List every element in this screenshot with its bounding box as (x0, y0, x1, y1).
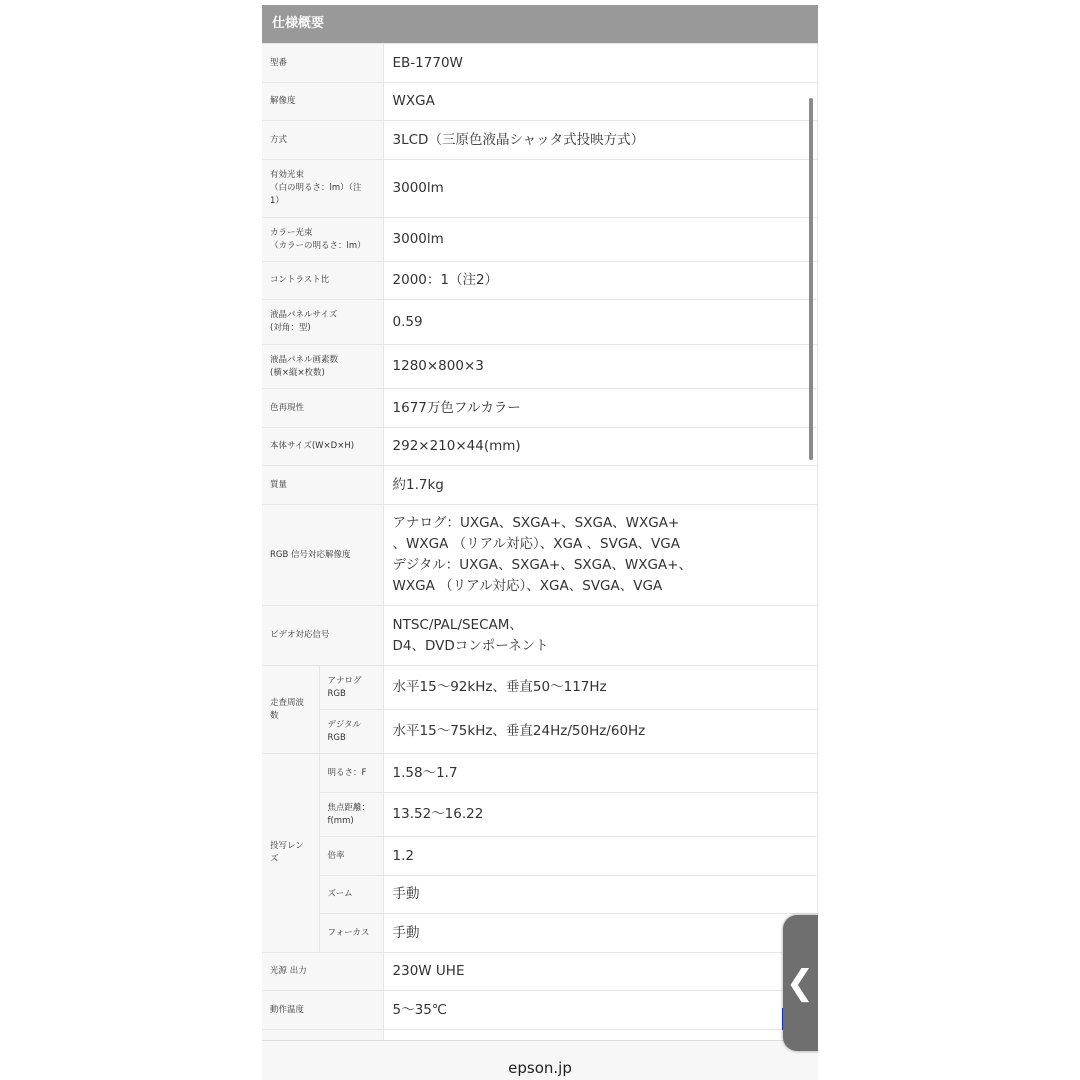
section-title: 仕様概要 (262, 5, 818, 43)
spec-label: 有効光束 （白の明るさ：lm）（注 1） (262, 160, 383, 218)
lens-label: 投写レン ズ (262, 754, 319, 953)
table-row (262, 666, 817, 710)
spec-value: 3000lm (383, 160, 817, 218)
table-row (262, 262, 817, 300)
table-row (262, 300, 817, 345)
table-row (262, 710, 817, 754)
table-row (262, 837, 817, 876)
spec-label: 液晶パネルサイズ (対角：型) (262, 300, 383, 345)
spec-value: 3LCD（三原色液晶シャッタ式投映方式） (383, 121, 817, 160)
table-row (262, 754, 817, 793)
spec-value: 手動 (383, 914, 817, 953)
spec-label: 解像度 (262, 83, 383, 121)
spec-sublabel: 明るさ：F (319, 754, 383, 793)
spec-value: EB-1770W (383, 44, 817, 83)
table-row (262, 606, 817, 666)
table-row (262, 876, 817, 914)
spec-label: 本体サイズ(W×D×H) (262, 428, 383, 466)
spec-value: 1677万色フルカラー (383, 389, 817, 428)
spec-value: 292×210×44(mm) (383, 428, 817, 466)
browser-address-bar[interactable] (262, 1040, 818, 1080)
spec-page (262, 0, 818, 1080)
domain-label[interactable]: epson.jp (508, 1059, 572, 1077)
table-row (262, 466, 817, 505)
table-row (262, 505, 817, 606)
table-row (262, 953, 817, 991)
spec-label: 型番 (262, 44, 383, 83)
spec-sublabel: フォーカス (319, 914, 383, 953)
table-row (262, 345, 817, 389)
table-row (262, 160, 817, 218)
spec-label: 質量 (262, 466, 383, 505)
spec-value: NTSC/PAL/SECAM、 D4、DVDコンポーネント (383, 606, 817, 666)
spec-label: 光源 出力 (262, 953, 383, 991)
table-row (262, 83, 817, 121)
spec-table (262, 43, 818, 1044)
spec-sublabel: ズーム (319, 876, 383, 914)
table-row (262, 793, 817, 837)
spec-sublabel: 倍率 (319, 837, 383, 876)
spec-value: 手動 (383, 876, 817, 914)
spec-label: コントラスト比 (262, 262, 383, 300)
scan-frequency-label: 走査周波 数 (262, 666, 319, 754)
spec-value: 水平15～92kHz、垂直50～117Hz (383, 666, 817, 710)
spec-sublabel: デジタル RGB (319, 710, 383, 754)
spec-value: アナログ：UXGA、SXGA+、SXGA、WXGA+ 、WXGA （リアル対応）、XGA 、SVGA、VGA デジタル：UXGA、SXGA+、SXGA、WXGA+、 WXGA （リアル対応）、XGA、SVGA、VGA (383, 505, 817, 606)
spec-value: 230W UHE (383, 953, 817, 991)
spec-value: 3000lm (383, 218, 817, 262)
spec-value: 水平15～75kHz、垂直24Hz/50Hz/60Hz (383, 710, 817, 754)
scrollbar-thumb[interactable] (809, 98, 813, 460)
spec-value: 1.2 (383, 837, 817, 876)
spec-value: 2000：1（注2） (383, 262, 817, 300)
spec-value: 13.52～16.22 (383, 793, 817, 837)
table-row (262, 428, 817, 466)
table-row (262, 218, 817, 262)
spec-label: カラー光束 （カラーの明るさ：lm） (262, 218, 383, 262)
spec-sublabel: 焦点距離： f(mm) (319, 793, 383, 837)
table-row (262, 121, 817, 160)
spec-value: WXGA (383, 83, 817, 121)
spec-value: 5～35℃ (383, 991, 817, 1030)
spec-value: 0.59 (383, 300, 817, 345)
side-panel-handle[interactable] (783, 915, 818, 1051)
spec-label: RGB 信号対応解像度 (262, 505, 383, 606)
table-row (262, 914, 817, 953)
table-row (262, 991, 817, 1030)
spec-value: 1280×800×3 (383, 345, 817, 389)
table-row (262, 44, 817, 83)
spec-label: 色再現性 (262, 389, 383, 428)
spec-label: ビデオ対応信号 (262, 606, 383, 666)
chevron-left-icon: ❮ (785, 963, 815, 1003)
spec-sublabel: アナログ RGB (319, 666, 383, 710)
table-row (262, 389, 817, 428)
spec-label: 方式 (262, 121, 383, 160)
spec-label: 液晶パネル画素数 (横×縦×枚数) (262, 345, 383, 389)
spec-value: 約1.7kg (383, 466, 817, 505)
spec-value: 1.58～1.7 (383, 754, 817, 793)
spec-label: 動作温度 (262, 991, 383, 1030)
